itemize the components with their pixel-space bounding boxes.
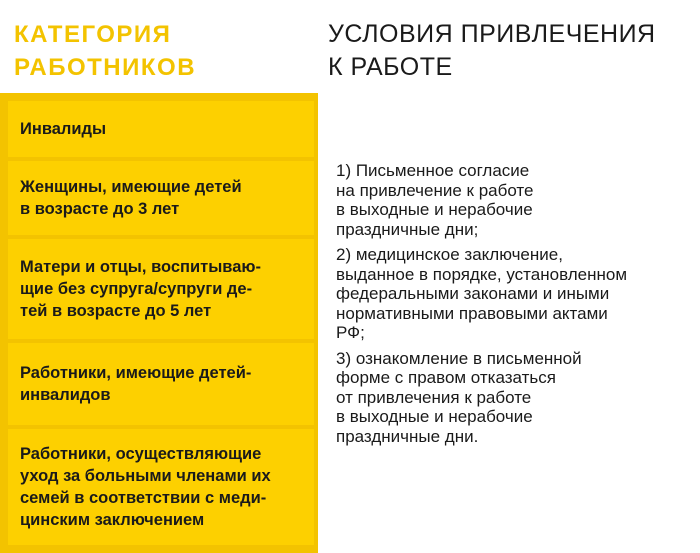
conditions-column-title: УСЛОВИЯ ПРИВЛЕЧЕНИЯ К РАБОТЕ [328, 20, 656, 81]
category-column [0, 93, 316, 553]
category-cell-single-parents [8, 239, 314, 339]
category-label: Работники, имеющие детей- инвалидов [20, 364, 252, 404]
category-label: Инвалиды [20, 120, 107, 138]
condition-item-right-to-refuse: 3) ознакомление в письменной форме с правом отказаться от привлечения к работе в выходные и нерабочие праздничные дни. [336, 348, 582, 446]
category-label: Женщины, имеющие детей в возрасте до 3 лет [20, 178, 242, 218]
category-cell-women-children-under-3 [8, 161, 314, 235]
condition-item-medical-report: 2) медицинское заключение, выданное в порядке, установленном федеральными законами и иными нормативными правовыми актами РФ; [336, 245, 628, 342]
condition-item-consent: 1) Письменное согласие на привлечение к работе в выходные и нерабочие праздничные дни; [336, 161, 534, 239]
category-cell-disabled [8, 101, 314, 157]
category-label: Матери и отцы, воспитываю- щие без супруга/супруги де- тей в возрасте до 5 лет [20, 258, 261, 320]
conditions-column [318, 93, 700, 553]
category-cell-caregivers [8, 429, 314, 545]
table-header [0, 0, 700, 92]
category-cell-parents-of-disabled-children [8, 343, 314, 425]
table-body [0, 93, 700, 553]
conditions-text [336, 161, 696, 452]
category-column-title: КАТЕГОРИЯ РАБОТНИКОВ [14, 21, 197, 81]
category-label: Работники, осуществляющие уход за больными членами их семей в соответствии с меди- цинским заключением [20, 445, 271, 529]
